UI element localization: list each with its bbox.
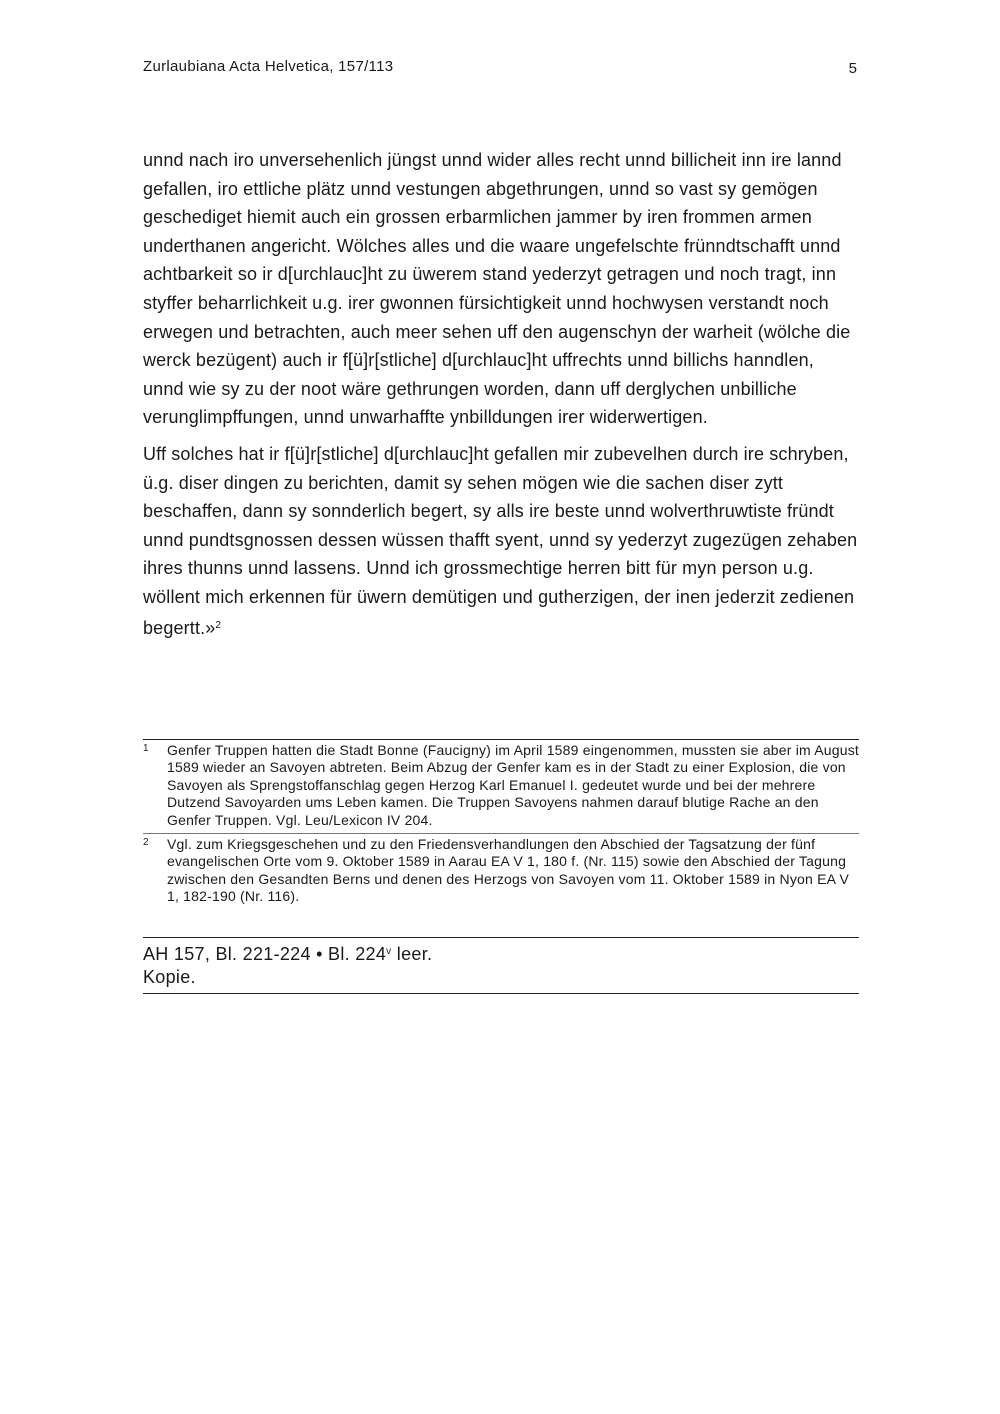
paragraph-1: unnd nach iro unversehenlich jüngst unnd wider alles recht unnd billicheit inn ire lannd gefallen, iro ettliche plätz unnd vestungen abgethrungen, unnd so vast sy gemögen geschediget hiemit auch ein grossen erbarmlichen jammer by iren frommen armen underthanen angericht. Wölches alles und die waare ungefelschte frünndtschafft unnd achtbarkeit so ir d[urchlauc]ht zu üwerem stand yederzyt getragen und noch tragt, inn styffer beharrlichkeit u.g. irer gwonnen fürsichtigkeit unnd hochwysen verstandt noch erwegen und betrachten, auch meer sehen uff den augenschyn der warheit (wölche die werck bezügent) auch ir f[ü]r[stliche] d[urchlauc]ht uffrechts unnd billichs hanndlen, unnd wie sy zu der noot wäre gethrungen worden, dann uff derglychen unbilliche verunglimpffungen, unnd unwarhaffte ynbilldungen irer widerwertigen. <box>143 150 851 428</box>
footnotes <box>143 739 859 910</box>
source-line-1 <box>143 940 859 966</box>
page-number: 5 <box>848 60 857 77</box>
footnote-mark: 1 <box>143 743 149 754</box>
footnote-1 <box>143 740 859 833</box>
source-line-2: Kopie. <box>143 967 196 987</box>
footnote-text: Vgl. zum Kriegsgeschehen und zu den Friedensverhandlungen den Abschied der Tagsatzung der fünf evangelischen Orte vom 9. Oktober 1589 in Aarau EA V 1, 180 f. (Nr. 115) sowie den Abschied der Tagung zwischen den Gesandten Berns und denen des Herzogs von Savoyen vom 11. Oktober 1589 in Nyon EA V 1, 182-190 (Nr. 116). <box>167 836 850 905</box>
paragraph-2-text: Uff solches hat ir f[ü]r[stliche] d[urchlauc]ht gefallen mir zubevelhen durch ire schryben, ü.g. diser dingen zu berichten, damit sy sehen mögen wie die sachen diser zytt beschaffen, dann sy sonnderlich begert, sy alls ire beste unnd wolverthruwtiste fründt unnd pundtsgnossen dessen wüssen thafft syent, unnd sy yederzyt zugezügen zehaben ihres thunns unnd lassens. Unnd ich grossmechtige herren bitt für myn person u.g. wöllent mich erkennen für üwern demütigen und gutherzigen, der inen jederzit zedienen begertt.» <box>143 443 858 638</box>
main-text <box>143 146 859 650</box>
running-title: Zurlaubiana Acta Helvetica, 157/113 <box>143 58 394 75</box>
footnote-mark: 2 <box>143 837 149 849</box>
footnote-text: Genfer Truppen hatten die Stadt Bonne (Faucigny) im April 1589 eingenommen, mussten sie aber im August 1589 wieder an Savoyen abtreten. Beim Abzug der Genfer kam es in der Stadt zu einer Explosion, die von Savoyen als Sprengstoffanschlag gegen Herzog Karl Emanuel I. gedeutet wurde und bei der mehrere Dutzend Savoyarden ums Leben kamen. Die Truppen Savoyens nahmen darauf blutige Rache an den Genfer Truppen. Vgl. Leu/Lexicon IV 204. <box>167 742 860 828</box>
source-leer: leer. <box>391 944 433 964</box>
source-note <box>143 937 859 994</box>
source-reference: AH 157, Bl. 221-224 • Bl. 224 <box>143 944 387 964</box>
footnote-2 <box>143 833 859 910</box>
footnote-reference-2: 2 <box>215 619 222 631</box>
paragraph-2 <box>143 440 859 642</box>
verso-superscript: v <box>386 946 392 957</box>
